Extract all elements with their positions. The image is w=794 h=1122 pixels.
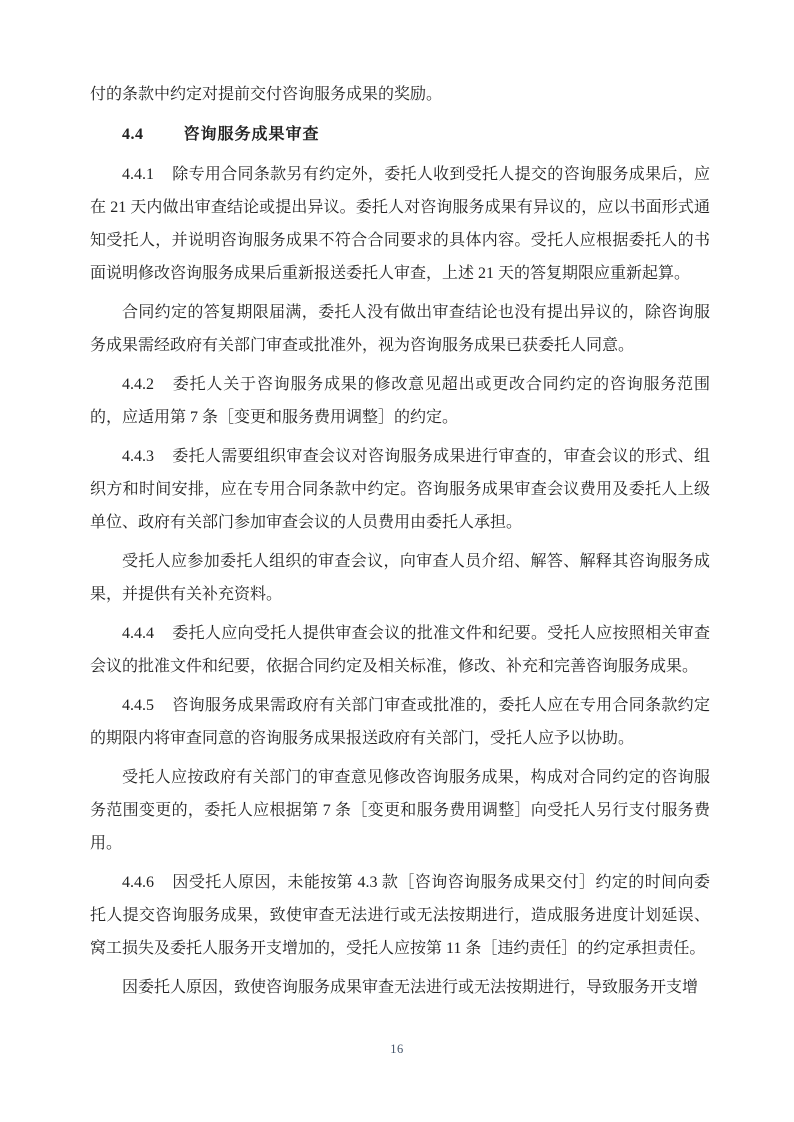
- section-heading: [90, 118, 710, 151]
- paragraph-gov-review-changes: 受托人应按政府有关部门的审查意见修改咨询服务成果，构成对合同约定的咨询服务范围变更的，委托人应根据第 7 条［变更和服务费用调整］向受托人另行支付服务费用。: [90, 769, 710, 852]
- clause-text: 委托人应向受托人提供审查会议的批准文件和纪要。受托人应按照相关审查会议的批准文件和纪要，依据合同约定及相关标准，修改、补充和完善咨询服务成果。: [90, 625, 710, 675]
- paragraph-4-4-4: [90, 617, 710, 683]
- paragraph-4-4-3: [90, 440, 710, 539]
- paragraph-reply-deadline: 合同约定的答复期限届满，委托人没有做出审查结论也没有提出异议的，除咨询服务成果需经政府有关部门审查或批准外，视为咨询服务成果已获委托人同意。: [90, 304, 710, 354]
- paragraph-4-4-5: [90, 689, 710, 755]
- clause-number: 4.4.5: [122, 697, 154, 714]
- paragraph-attend-meeting: 受托人应参加委托人组织的审查会议，向审查人员介绍、解答、解释其咨询服务成果，并提供有关补充资料。: [90, 553, 710, 603]
- clause-number: 4.4.4: [122, 625, 154, 642]
- clause-text: 咨询服务成果需政府有关部门审查或批准的，委托人应在专用合同条款约定的期限内将审查同意的咨询服务成果报送政府有关部门，受托人应予以协助。: [90, 697, 710, 747]
- section-heading-number: 4.4: [122, 126, 144, 143]
- page-number: 16: [390, 1042, 404, 1056]
- page-footer: [0, 1040, 794, 1058]
- paragraph-4-4-6: [90, 866, 710, 965]
- clause-number: 4.4.6: [122, 874, 154, 891]
- clause-text: 委托人关于咨询服务成果的修改意见超出或更改合同约定的咨询服务范围的，应适用第 7 条［变更和服务费用调整］的约定。: [90, 376, 710, 426]
- clause-number: 4.4.2: [122, 376, 154, 393]
- clause-number: 4.4.3: [122, 448, 154, 465]
- clause-text: 除专用合同条款另有约定外，委托人收到受托人提交的咨询服务成果后，应在 21 天内做出审查结论或提出异议。委托人对咨询服务成果有异议的，应以书面形式通知受托人，并说明咨询服务成果不符合合同要求的具体内容。受托人应根据委托人的书面说明修改咨询服务成果后重新报送委托人审查，上述 21 天的答复期限应重新起算。: [90, 166, 710, 282]
- clause-number: 4.4.1: [122, 166, 154, 183]
- section-heading-title: 咨询服务成果审查: [183, 126, 320, 143]
- paragraph-continuation: 付的条款中约定对提前交付咨询服务成果的奖励。: [90, 86, 443, 103]
- clause-text: 委托人需要组织审查会议对咨询服务成果进行审查的，审查会议的形式、组织方和时间安排，应在专用合同条款中约定。咨询服务成果审查会议费用及委托人上级单位、政府有关部门参加审查会议的人员费用由委托人承担。: [90, 448, 710, 531]
- paragraph-client-cause: 因委托人原因，致使咨询服务成果审查无法进行或无法按期进行，导致服务开支增: [122, 979, 699, 996]
- paragraph-4-4-2: [90, 368, 710, 434]
- paragraph-4-4-1: [90, 158, 710, 290]
- clause-text: 因受托人原因，未能按第 4.3 款［咨询咨询服务成果交付］约定的时间向委托人提交咨询服务成果，致使审查无法进行或无法按期进行，造成服务进度计划延误、窝工损失及委托人服务开支增加的，受托人应按第 11 条［违约责任］的约定承担责任。: [90, 874, 710, 957]
